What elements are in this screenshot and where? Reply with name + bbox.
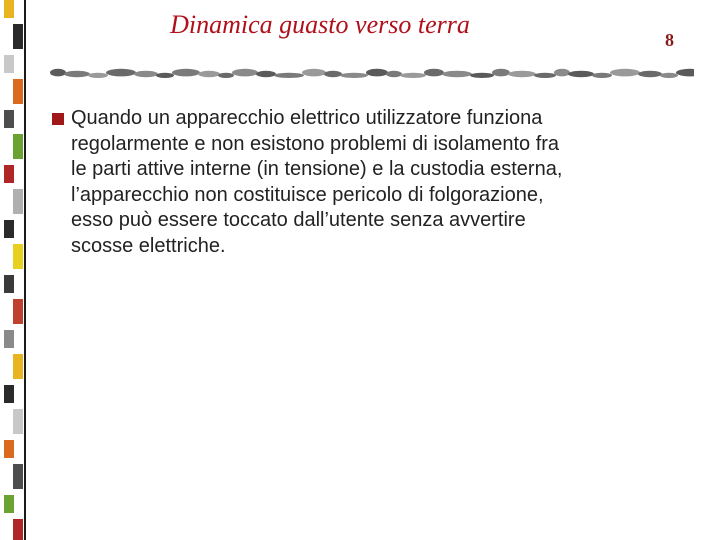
divider-stone: [366, 69, 388, 77]
paragraph-line-4: [52, 183, 692, 209]
divider-stone: [172, 69, 200, 77]
divider-stone: [568, 71, 594, 77]
divider-stone: [340, 73, 368, 78]
strip-block: [4, 330, 14, 348]
strip-block: [13, 134, 23, 159]
strip-block: [13, 519, 23, 540]
square-bullet-icon: [52, 113, 64, 125]
paragraph-text-line: le parti attive interne (in tensione) e la custodia esterna,: [71, 158, 563, 181]
divider-stone: [424, 69, 444, 77]
paragraph-line-5: [52, 208, 692, 234]
strip-block: [13, 244, 23, 269]
divider-stone: [274, 73, 304, 78]
divider-stone: [610, 69, 640, 77]
strip-block: [13, 464, 23, 489]
paragraph-line-1: [52, 106, 692, 132]
divider-stone: [386, 71, 402, 77]
divider-stone: [232, 69, 258, 77]
paragraph-text-line: esso può essere toccato dall’utente senza avvertire: [71, 209, 526, 232]
strip-block: [13, 409, 23, 434]
divider-stone: [302, 69, 326, 77]
divider-stone: [218, 73, 234, 78]
strip-block: [4, 385, 14, 403]
decorative-color-strip: [0, 0, 28, 540]
divider-stone: [88, 73, 108, 78]
strip-block: [13, 24, 23, 49]
strip-block: [13, 189, 23, 214]
divider-stone: [134, 71, 158, 77]
paragraph-line-6: [52, 234, 692, 260]
paragraph-text-line: scosse elettriche.: [71, 234, 226, 257]
strip-block: [4, 495, 14, 513]
strip-block: [4, 165, 14, 183]
divider-stone: [592, 73, 612, 78]
divider-stone: [660, 73, 678, 78]
divider-stone: [676, 69, 694, 77]
strip-edge: [24, 0, 26, 540]
paragraph-text-line: regolarmente e non esistono problemi di isolamento fra: [71, 132, 560, 155]
divider-stone: [400, 73, 426, 78]
divider-stone: [198, 71, 220, 77]
divider-stone: [442, 71, 472, 77]
paragraph-line-3: [52, 157, 692, 183]
divider-stone: [64, 71, 90, 77]
strip-block: [4, 0, 14, 18]
strip-block: [13, 354, 23, 379]
strip-block: [13, 79, 23, 104]
strip-block: [4, 220, 14, 238]
strip-block: [4, 55, 14, 73]
divider-stone: [50, 69, 66, 77]
divider-stone: [534, 73, 556, 78]
divider-stone: [470, 73, 494, 78]
divider-stone: [508, 71, 536, 77]
strip-block: [4, 440, 14, 458]
strip-block: [4, 275, 14, 293]
bullet-paragraph: [52, 106, 692, 260]
divider-stone: [156, 73, 174, 78]
strip-block: [13, 299, 23, 324]
divider-stone: [554, 69, 570, 77]
paragraph-text-line: Quando un apparecchio elettrico utilizzatore funziona: [71, 107, 543, 129]
page-number: 8: [665, 30, 674, 50]
stone-divider: [44, 62, 694, 86]
paragraph-line-2: [52, 132, 692, 158]
strip-block: [4, 110, 14, 128]
slide-title: Dinamica guasto verso terra: [170, 10, 470, 39]
divider-stone: [324, 71, 342, 77]
divider-stone: [256, 71, 276, 77]
divider-stone: [492, 69, 510, 77]
paragraph-text-line: l’apparecchio non costituisce pericolo di folgorazione,: [71, 183, 544, 206]
divider-stone: [106, 69, 136, 77]
divider-stone: [638, 71, 662, 77]
